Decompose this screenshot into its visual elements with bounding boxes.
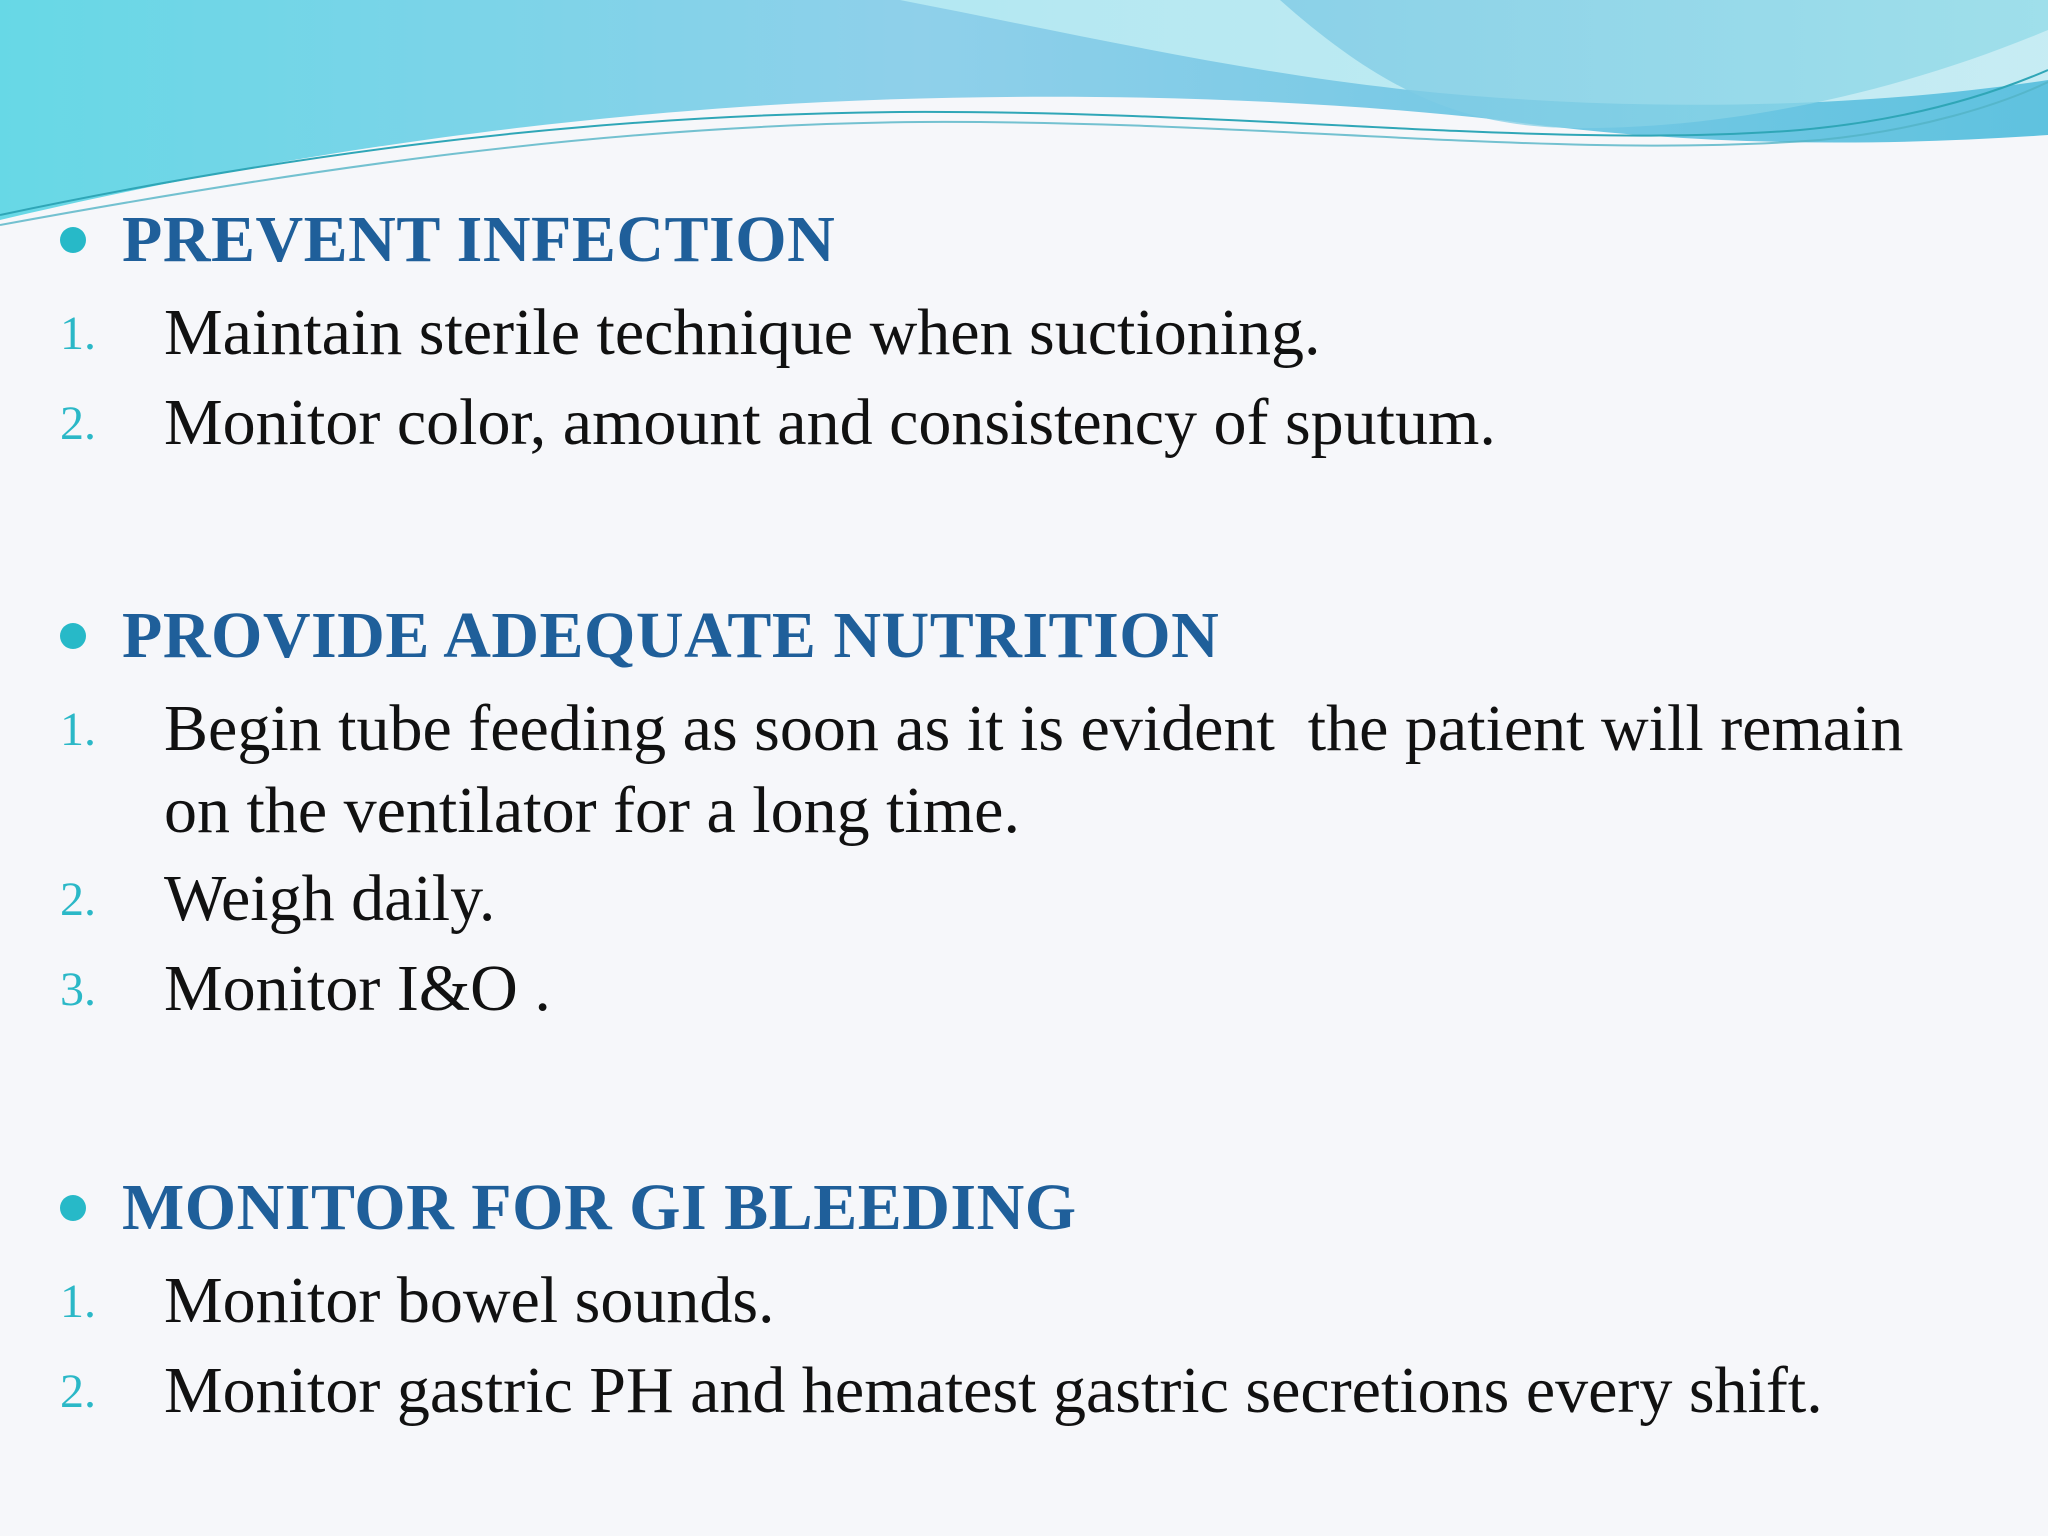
section-heading: PREVENT INFECTION — [122, 203, 836, 276]
list-number: 2. — [60, 873, 96, 926]
list-item-text: Weigh daily. — [164, 862, 496, 935]
section-monitor-for-gi-bleeding — [60, 1162, 2010, 1434]
list-item-text: Monitor gastric PH and hematest gastric secretions every shift. — [164, 1354, 1823, 1427]
section-provide-adequate-nutrition — [60, 590, 2010, 1032]
list-number: 3. — [60, 963, 96, 1016]
list-item — [60, 688, 2010, 852]
list-item — [60, 292, 2010, 376]
list-item-text: Monitor I&O . — [164, 952, 551, 1025]
section-prevent-infection — [60, 194, 2010, 466]
list-number: 1. — [60, 1275, 96, 1328]
numbered-list — [60, 292, 2010, 466]
section-heading: MONITOR FOR GI BLEEDING — [122, 1171, 1077, 1244]
list-number: 1. — [60, 703, 96, 756]
list-item — [60, 1260, 2010, 1344]
list-item — [60, 1350, 2010, 1434]
section-heading-row — [60, 590, 2010, 682]
list-item-text: Begin tube feeding as soon as it is evident the patient will remain on the ventilator for a long time. — [164, 692, 1920, 847]
list-number: 2. — [60, 397, 96, 450]
list-number: 1. — [60, 307, 96, 360]
bullet-dot-icon — [60, 1195, 86, 1221]
numbered-list — [60, 688, 2010, 1032]
bullet-dot-icon — [60, 623, 86, 649]
list-item-text: Monitor color, amount and consistency of sputum. — [164, 386, 1496, 459]
numbered-list — [60, 1260, 2010, 1434]
list-item — [60, 858, 2010, 942]
bullet-dot-icon — [60, 227, 86, 253]
section-heading-row — [60, 194, 2010, 286]
list-number: 2. — [60, 1365, 96, 1418]
list-item — [60, 382, 2010, 466]
list-item-text: Maintain sterile technique when suctioning. — [164, 296, 1321, 369]
list-item-text: Monitor bowel sounds. — [164, 1264, 775, 1337]
section-heading: PROVIDE ADEQUATE NUTRITION — [122, 599, 1220, 672]
section-heading-row — [60, 1162, 2010, 1254]
list-item — [60, 948, 2010, 1032]
